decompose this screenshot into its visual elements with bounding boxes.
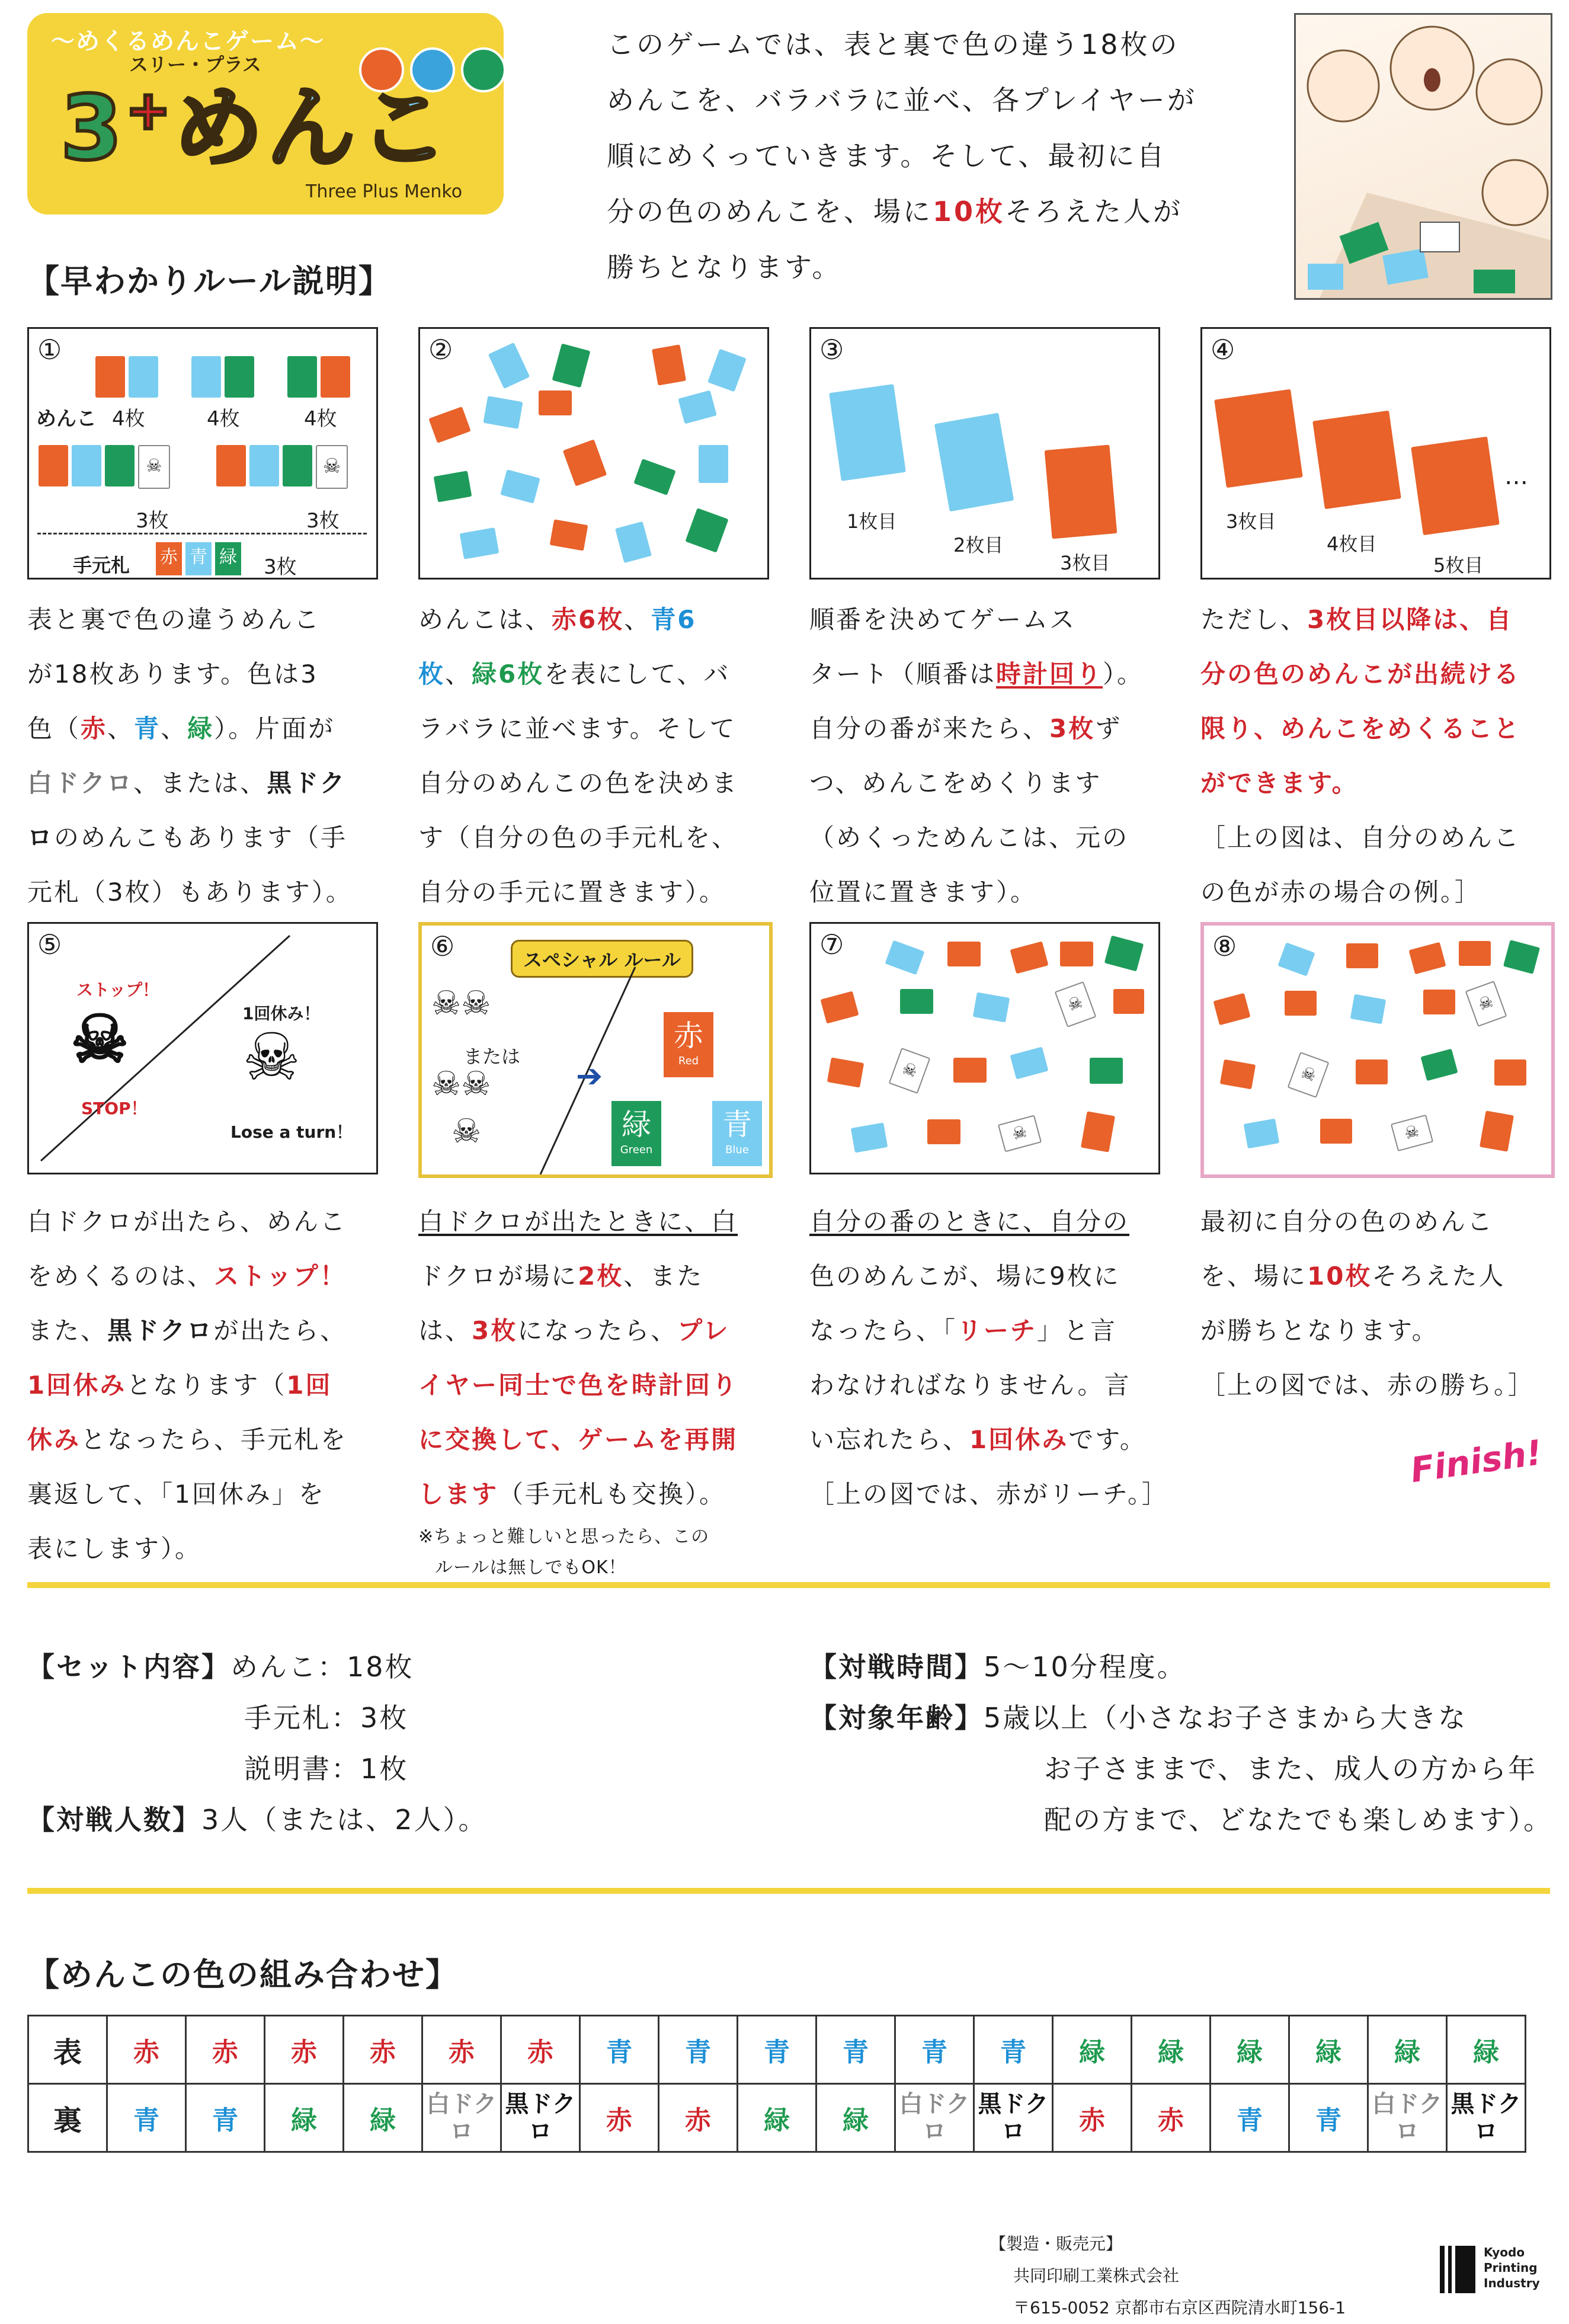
combo-front-cell: 緑: [1447, 2016, 1526, 2084]
description-4: ただし、3枚目以降は、自 分の色のめんこが出続ける 限り、めんこをめくること ができます。 ［上の図は、自分のめんこ の色が赤の場合の例。］: [1200, 605, 1521, 907]
panel-6: ⑥ スペシャル ルール ☠☠ または ☠☠ ☠ ➔ 赤 Red 緑 Green 青 Blue: [418, 922, 773, 1178]
combo-front-cell: 赤: [265, 2016, 344, 2084]
panel-7: ⑦ ☠ ☠ ☠: [809, 922, 1160, 1174]
game-info: 【対戦時間】5～10分程度。 【対象年齢】5歳以上（小さなお子さまから大きな お子さままで、また、成人の方から年 配の方まで、どなたでも楽しめます）。: [809, 1651, 1553, 1836]
section-title-quick: 【早わかりルール説明】: [27, 263, 392, 300]
combo-table: [27, 2015, 1526, 2153]
logo: [27, 13, 504, 215]
panel-5: ⑤ ストップ！ ☠ STOP！ 1回休み！ ☠ Lose a turn！: [27, 922, 378, 1174]
logo-title: 3+めんこ: [60, 77, 452, 180]
footer: 【製造・販売元】 共同印刷工業株式会社 〒615-0052 京都市右京区西院清水町156-1: [990, 2234, 1346, 2317]
combo-back-cell: 白ドクロ: [895, 2084, 974, 2152]
combo-front-cell: 緑: [1211, 2016, 1289, 2084]
logo-subtitle: ～めくるめんこゲーム～: [51, 28, 325, 55]
combo-title: 【めんこの色の組み合わせ】: [27, 1956, 459, 1993]
green-dot-icon: [461, 47, 506, 92]
description-3: 順番を決めてゲームス タート（順番は時計回り）。 自分の番が来たら、3枚ず つ、めんこをめくります （めくっためんこは、元の 位置に置きます）。: [809, 605, 1144, 907]
description-1: 表と裏で色の違うめんこ が18枚あります。色は3 色（赤、青、緑）。片面が 白ドクロ、または、黒ドク ロのめんこもあります（手 元札（3枚）もあります）。: [27, 605, 353, 907]
combo-back-cell: 青: [1211, 2084, 1289, 2152]
panel-3: ③ 1枚目 2枚目 3枚目: [809, 327, 1160, 580]
description-2: めんこは、赤6枚、青6 枚、緑6枚を表にして、バ ラバラに並べます。そして 自分のめんこの色を決めま す（自分の色の手元札を、 自分の手元に置きます）。: [418, 605, 739, 907]
logo-english: Three Plus Menko: [306, 181, 463, 202]
panel-number: ①: [37, 334, 62, 366]
combo-back-cell: 黒ドクロ: [1447, 2084, 1526, 2152]
back-label: 裏: [28, 2084, 107, 2152]
panel-4: ④ … 3枚目 4枚目 5枚目: [1200, 327, 1551, 580]
combo-back-cell: 緑: [265, 2084, 344, 2152]
black-skull-icon: ☠: [242, 1019, 301, 1095]
divider: [27, 1582, 1550, 1588]
front-label: 表: [28, 2016, 107, 2084]
description-5: 白ドクロが出たら、めんこ をめくるのは、ストップ！ また、黒ドクロが出たら、 1回休みとなります（1回 休みとなったら、手元札を 裏返して、「1回休み」を 表にします）。: [27, 1207, 348, 1563]
combo-back-cell: 青: [107, 2084, 186, 2152]
arrow-icon: ➔: [576, 1057, 603, 1094]
white-skull-icon: ☠: [71, 1001, 129, 1077]
combo-front-cell: 赤: [107, 2016, 186, 2084]
set-contents: 【セット内容】めんこ：18枚 手元札：3枚 説明書：1枚 【対戦人数】3人（または、2人）。: [27, 1651, 488, 1836]
combo-front-cell: 赤: [186, 2016, 265, 2084]
combo-back-cell: 青: [186, 2084, 265, 2152]
combo-front-cell: 赤: [422, 2016, 501, 2084]
combo-back-cell: 白ドクロ: [1368, 2084, 1447, 2152]
combo-front-cell: 緑: [1132, 2016, 1211, 2084]
combo-back-cell: 黒ドクロ: [974, 2084, 1053, 2152]
combo-back-cell: 緑: [344, 2084, 422, 2152]
combo-front-cell: 緑: [1289, 2016, 1368, 2084]
combo-front-cell: 青: [816, 2016, 895, 2084]
combo-back-cell: 赤: [1053, 2084, 1132, 2152]
description-8: 最初に自分の色のめんこ を、場に10枚そろえた人 が勝ちとなります。 ［上の図では、赤の勝ち。］: [1200, 1207, 1535, 1400]
combo-front-cell: 赤: [344, 2016, 422, 2084]
divider: [27, 1888, 1550, 1894]
combo-front-cell: 青: [895, 2016, 974, 2084]
combo-front-cell: 緑: [1368, 2016, 1447, 2084]
combo-back-cell: 黒ドクロ: [501, 2084, 580, 2152]
combo-front-cell: 青: [974, 2016, 1053, 2084]
panel-2: ②: [418, 327, 769, 580]
panel-8: ⑧ ☠ ☠ ☠: [1200, 922, 1555, 1178]
combo-back-cell: 緑: [738, 2084, 816, 2152]
combo-front-cell: 赤: [501, 2016, 580, 2084]
combo-back-cell: 青: [1289, 2084, 1368, 2152]
combo-back-cell: 赤: [580, 2084, 659, 2152]
combo-front-cell: 青: [580, 2016, 659, 2084]
logo-kana: スリー・プラス: [129, 53, 262, 76]
panel-1: ① めんこ 4枚 4枚 4枚 ☠ ☠ 3枚 3枚 手元札 赤 青 緑 3枚: [27, 327, 378, 580]
finish-label: Finish!: [1408, 1432, 1545, 1491]
description-7: 自分の番のときに、自分の 色のめんこが、場に9枚に なったら、「リーチ」と言 わなければなりません。言 い忘れたら、1回休みです。 ［上の図では、赤がリーチ。］: [809, 1207, 1169, 1509]
combo-front-cell: 青: [659, 2016, 738, 2084]
description-6: 白ドクロが出たときに、白 ドクロが場に2枚、また は、3枚になったら、プレ イヤー同士で色を時計回り に交換して、ゲームを再開 します（手元札も交換）。 ※ちょっと難しいと思ったら、この ルールは無しでもOK！: [418, 1207, 739, 1578]
combo-back-cell: 緑: [816, 2084, 895, 2152]
combo-back-cell: 赤: [1132, 2084, 1211, 2152]
company-logo: Kyodo Printing Industry: [1434, 2240, 1546, 2299]
combo-back-cell: 白ドクロ: [422, 2084, 501, 2152]
intro-text: このゲームでは、表と裏で色の違う18枚の めんこを、バラバラに並べ、各プレイヤーが 順にめくっていきます。そして、最初に自 分の色のめんこを、場に10枚そろえた人が 勝ちとなります。: [607, 28, 1197, 283]
combo-front-cell: 青: [738, 2016, 816, 2084]
combo-back-cell: 赤: [659, 2084, 738, 2152]
combo-front-cell: 緑: [1053, 2016, 1132, 2084]
players-illustration: [1294, 13, 1552, 300]
